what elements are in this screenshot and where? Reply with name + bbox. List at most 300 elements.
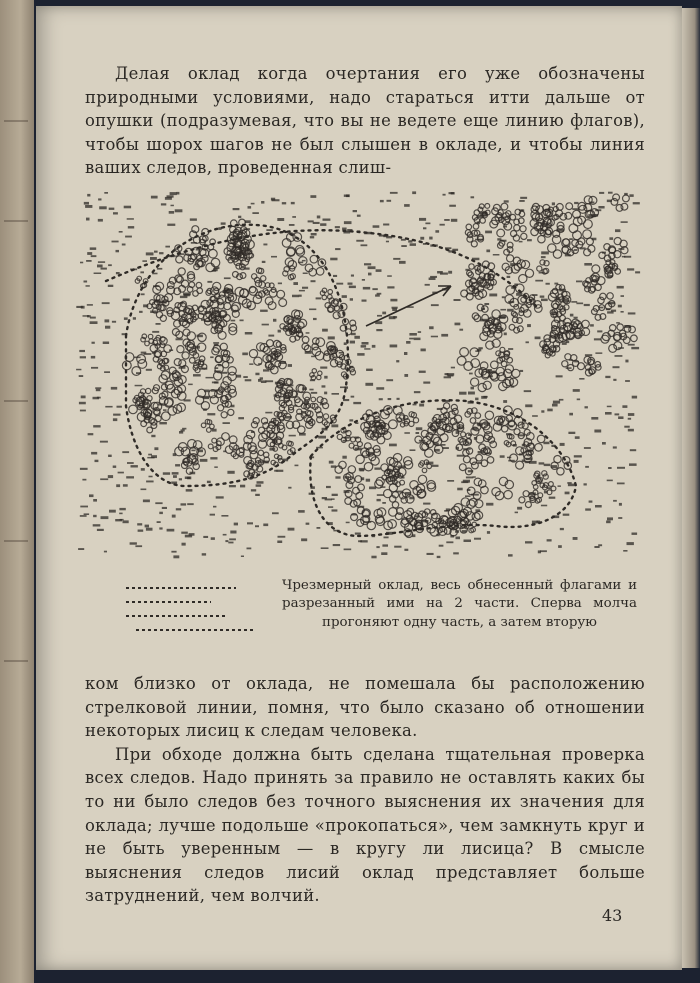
snow-dot [431,336,438,338]
snow-dot [193,374,201,376]
snow-dot [125,236,132,238]
snow-dot [299,295,302,297]
bush-leaf [480,218,485,223]
snow-dot [481,396,487,399]
bush-cluster [141,334,154,346]
snow-dot [435,230,439,233]
bush-leaf [537,266,542,271]
snow-dot [238,216,241,218]
snow-dot [443,194,446,196]
bush-leaf [471,378,479,386]
snow-dot [336,283,343,285]
snow-dot [288,364,292,367]
snow-dot [486,250,490,253]
snow-dot [262,324,269,326]
snow-dot [618,305,622,308]
snow-dot [316,297,322,299]
bush-leaf [299,319,307,327]
snow-dot [266,229,272,231]
snow-dot [252,212,259,214]
snow-dot [613,500,617,502]
paragraph-bottom: При обходе должна быть сделана тщательная проверка всех следов. Надо принять за правило не оставлять каких бы то ни было следов без точного выяснения их значения для оклада; лучше подольше «прокопаться», чем замкнуть круг и не быть уверенным — в кругу ли лисица? В смысле выяснения следов лисий оклад представляет больше затруднений, чем волчий. [85,744,645,906]
snow-dot [293,282,298,285]
snow-dot [567,482,571,484]
snow-dot [375,294,380,296]
snow-dot [202,553,206,555]
bush-cluster [156,305,173,322]
snow-dot [392,308,397,311]
snow-dot [628,312,636,314]
snow-dot [310,236,314,238]
snow-dot [288,487,291,489]
bush-leaf [349,443,354,448]
snow-dot [126,476,134,478]
snow-dot [566,367,572,369]
snow-dot [333,275,337,277]
snow-dot [257,481,264,484]
snow-dot [525,404,532,407]
snow-dot [437,556,441,558]
snow-dot [381,552,387,555]
snow-dot [221,222,226,224]
bush-leaf [374,509,382,517]
snow-dot [388,398,392,400]
snow-dot [584,304,590,306]
bush-cluster [376,508,397,530]
bush-leaf [557,468,564,475]
snow-dot [628,429,634,432]
snow-dot [90,321,98,324]
bush-leaf [132,367,141,376]
snow-dot [167,224,175,226]
bush-leaf [440,434,448,442]
bush-leaf [312,369,316,373]
snow-dot [393,316,397,318]
bush-cluster [283,266,296,280]
snow-dot [366,479,370,482]
snow-dot [157,521,161,523]
snow-dot [353,402,361,404]
snow-dot [591,417,598,420]
bush-leaf [592,265,600,273]
bush-leaf [595,284,601,290]
snow-dot [255,373,259,376]
snow-dot [116,272,120,274]
snow-dot [207,481,211,483]
snow-dot [459,329,463,331]
snow-dot [544,464,550,466]
snow-dot [608,192,613,194]
snow-dot [167,195,174,197]
snow-dot [123,484,128,487]
page-stack-edge [682,8,700,968]
snow-dot [570,314,574,317]
bush-leaf [598,297,604,303]
snow-dot [622,405,627,408]
snow-dot [397,398,400,400]
snow-dot [382,312,386,315]
bush-leaf [613,194,620,201]
snow-dot [547,409,552,412]
bush-leaf [487,457,494,464]
bush-leaf [478,383,486,391]
snow-dot [265,412,272,414]
snow-dot [420,237,424,240]
snow-dot [629,463,637,466]
bush-leaf [582,328,590,336]
snow-dot [605,376,610,378]
snow-dot [278,536,286,538]
snow-dot [182,543,186,546]
bush-leaf [218,331,226,339]
snow-dot [361,345,367,348]
snow-dot [93,425,100,427]
snow-dot [76,369,81,371]
snow-dot [98,261,105,263]
snow-dot [169,211,174,214]
snow-dot [234,523,238,526]
bush-leaf [223,377,231,385]
snow-dot [335,476,340,478]
snow-dot [440,224,445,226]
snow-dot [87,194,90,197]
bush-leaf [176,256,183,263]
bush-leaf [470,418,476,424]
bush-cluster [302,336,319,352]
snow-dot [366,369,373,371]
snow-dot [503,400,507,403]
snow-dot [247,522,253,524]
bush-leaf [501,203,508,210]
snow-dot [116,484,120,487]
snow-dot [152,331,159,333]
snow-dot [210,457,217,459]
snow-dot [150,257,157,260]
snow-dot [231,320,236,322]
snow-dot [90,317,96,319]
snow-dot [457,488,463,491]
snow-dot [240,485,245,488]
snow-dot [332,393,340,395]
snow-dot [500,309,506,311]
snow-dot [463,480,470,483]
snow-dot [409,338,414,340]
snow-dot [414,391,421,393]
bush-leaf [553,230,560,237]
snow-dot [309,389,313,391]
snow-dot [268,335,274,337]
snow-dot [163,409,167,411]
bush-leaf [547,490,552,495]
bush-leaf [463,456,470,463]
snow-dot [396,360,399,362]
bush-leaf [328,290,333,295]
snow-dot [408,240,412,242]
snow-dot [464,540,472,543]
snow-dot [376,546,379,548]
bush-leaf [258,450,263,455]
snow-dot [105,319,110,322]
snow-dot [330,258,337,261]
snow-dot [449,205,456,207]
bush-cluster [220,303,240,322]
bush-leaf [387,457,394,464]
bush-leaf [196,282,202,288]
snow-dot [292,295,299,298]
snow-dot [172,515,176,518]
bush-cluster [404,412,418,427]
snow-dot [390,192,398,194]
bush-leaf [483,381,491,389]
bush-cluster [510,209,525,225]
snow-dot [608,467,612,469]
bush-cluster [233,263,246,279]
snow-dot [118,472,124,474]
snow-dot [328,506,333,508]
bush-leaf [333,312,340,319]
snow-dot [131,465,138,467]
bush-leaf [162,412,171,421]
snow-dot [139,311,143,313]
snow-dot [127,218,134,220]
snow-dot [159,422,167,424]
snow-dot [119,231,123,233]
snow-dot [553,401,560,404]
bush-cluster [307,411,323,426]
bush-leaf [339,461,346,468]
snow-dot [263,244,267,246]
snow-dot [141,293,145,295]
snow-dot [540,296,545,298]
snow-dot [203,536,208,538]
snow-dot [96,389,101,391]
snow-dot [425,223,430,225]
bush-leaf [629,326,636,333]
snow-dot [406,341,410,344]
bush-leaf [146,388,151,393]
snow-dot [263,524,268,527]
snow-dot [332,509,338,511]
snow-dot [151,435,155,437]
snow-dot [493,254,500,256]
snow-dot [143,500,150,503]
bush-cluster [244,430,267,451]
snow-dot [382,544,388,546]
bush-leaf [611,199,618,206]
snow-dot [540,550,547,552]
snow-dot [524,390,531,392]
snow-dot [128,226,134,228]
bush-leaf [207,428,212,433]
bush-leaf [512,369,520,377]
snow-dot [590,324,594,326]
snow-dot [229,538,236,540]
bush-cluster [492,477,514,500]
snow-dot [549,497,556,499]
bush-leaf [461,290,468,297]
bush-leaf [277,290,285,298]
snow-dot [565,492,570,495]
snow-dot [371,556,376,559]
snow-dot [541,256,546,258]
snow-dot [598,544,602,546]
bush-leaf [167,282,174,289]
bush-leaf [538,236,545,243]
bush-leaf [201,423,206,428]
bush-leaf [491,361,499,369]
snow-dot [412,191,416,194]
bush-cluster [217,387,231,402]
snow-dot [273,319,276,322]
snow-dot [247,548,252,550]
snow-dot [79,402,86,405]
snow-dot [628,413,634,416]
snow-dot [88,433,94,435]
bush-leaf [353,487,360,494]
snow-dot [589,501,593,503]
snow-dot [372,288,377,290]
snow-dot [628,344,635,346]
snow-dot [448,271,452,274]
bush-leaf [246,430,254,438]
bush-leaf [415,436,422,443]
bush-leaf [182,352,189,359]
snow-dot [475,398,478,401]
snow-dot [135,385,143,387]
snow-dot [298,510,305,513]
snow-dot [376,329,382,331]
snow-dot [249,363,253,365]
bush-leaf [584,220,593,229]
snow-dot [122,451,129,453]
bush-cluster [611,194,629,211]
snow-dot [607,311,614,313]
bush-cluster [546,219,565,237]
bush-leaf [566,203,573,210]
snow-dot [311,392,317,394]
snow-dot [289,224,295,226]
snow-dot [362,279,365,281]
snow-dot [606,521,611,524]
book-page [36,6,682,970]
snow-dot [607,480,613,482]
snow-dot [357,215,361,217]
snow-dot [625,380,630,382]
snow-dot [87,315,91,317]
snow-dot [322,329,328,332]
bush-leaf [617,324,623,330]
snow-dot [377,499,381,501]
bush-cluster [509,317,523,333]
snow-dot [122,244,126,246]
snow-dot [80,468,88,470]
snow-dot [576,303,583,305]
snow-dot [456,537,461,540]
snow-dot [455,323,461,326]
snow-dot [210,514,215,516]
snow-dot [344,221,352,224]
snow-dot [93,499,97,502]
snow-dot [451,219,457,222]
bush-leaf [303,392,311,400]
snow-dot [585,508,591,510]
snow-dot [227,471,234,474]
snow-dot [210,356,213,358]
snow-dot [80,506,88,508]
snow-dot [187,503,194,505]
bush-leaf [422,468,427,473]
snow-dot [484,303,489,305]
snow-dot [214,466,218,468]
bush-leaf [475,500,483,508]
bush-leaf [198,333,206,341]
snow-dot [112,241,119,243]
snow-dot [207,413,215,415]
bush-cluster [504,434,515,447]
snow-dot [278,330,281,333]
snow-dot [190,218,197,220]
snow-dot [404,204,410,207]
snow-dot [104,192,108,194]
snow-dot [302,287,308,289]
bush-leaf [282,239,291,248]
snow-dot [344,195,349,197]
snow-dot [335,248,340,250]
bush-leaf [517,318,523,324]
bush-leaf [389,420,398,429]
snow-dot [632,396,637,399]
snow-dot [328,336,335,339]
snow-dot [390,299,397,302]
snow-dot [258,379,261,382]
snow-dot [225,540,228,542]
snow-dot [98,219,103,222]
snow-dot [309,309,316,311]
snow-dot [575,436,580,439]
snow-dot [539,462,545,464]
snow-dot [101,516,109,519]
bush-leaf [510,214,516,220]
bush-leaf [517,326,523,332]
snow-dot [382,502,386,504]
snow-dot [595,352,602,354]
snow-dot [292,216,296,218]
snow-dot [86,285,90,287]
snow-dot [85,205,92,208]
snow-dot [108,455,112,457]
snow-dot [360,469,365,471]
snow-dot [599,192,604,194]
snow-dot [597,330,602,332]
snow-dot [127,462,134,464]
snow-dot [79,350,85,352]
snow-dot [552,202,555,205]
snow-dot [151,196,158,199]
snow-dot [613,379,616,381]
snow-dot [230,531,236,534]
snow-dot [251,203,255,205]
bush-cluster [467,478,488,499]
snow-dot [595,505,602,508]
bush-leaf [364,463,372,471]
facing-page-text-trace [4,220,28,222]
snow-dot [313,222,320,224]
snow-dot [621,311,624,313]
snow-dot [138,530,144,532]
snow-dot [584,447,591,449]
snow-dot [272,199,280,201]
snow-dot [525,541,532,543]
